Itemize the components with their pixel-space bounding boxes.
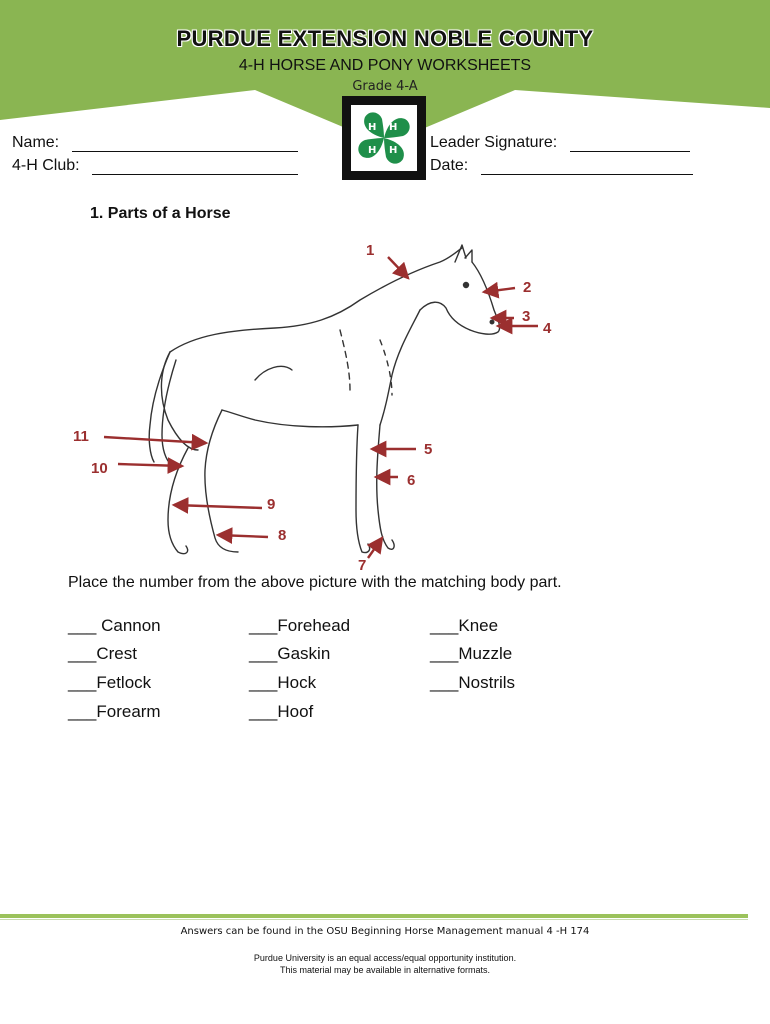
arrow-1 <box>388 257 408 278</box>
date-label: Date: <box>430 157 469 174</box>
option-hoof: ___Hoof <box>249 702 314 721</box>
clover-icon <box>351 105 417 171</box>
club-label: 4-H Club: <box>12 157 80 174</box>
section-heading: 1. Parts of a Horse <box>90 205 231 222</box>
diagram-label-2: 2 <box>523 279 532 296</box>
instructions: Place the number from the above picture with the matching body part. <box>68 574 562 591</box>
option-gaskin: ___Gaskin <box>249 644 331 663</box>
option-hock: ___Hock <box>249 673 317 692</box>
diagram-label-8: 8 <box>278 527 287 544</box>
diagram-label-4: 4 <box>543 320 552 337</box>
four-h-clover-logo <box>342 96 426 180</box>
option-muzzle: ___Muzzle <box>430 644 513 663</box>
diagram-label-10: 10 <box>91 460 108 477</box>
arrow-10 <box>118 464 182 466</box>
arrow-11 <box>104 437 206 443</box>
option-forehead: ___Forehead <box>249 616 351 635</box>
label-arrows <box>104 257 538 558</box>
svg-text:H: H <box>389 145 398 156</box>
diagram-label-11: 11 <box>73 428 89 445</box>
option-crest: ___Crest <box>68 644 137 663</box>
option-forearm: ___Forearm <box>68 702 161 721</box>
diagram-label-7: 7 <box>358 557 367 574</box>
alternative-formats-note: This material may be available in alternative formats. <box>279 965 491 975</box>
page-subtitle: 4-H HORSE AND PONY WORKSHEETS <box>238 57 532 74</box>
date-field <box>430 157 693 175</box>
arrow-8 <box>218 535 268 537</box>
leader-signature-label: Leader Signature: <box>430 134 558 151</box>
grade-label: Grade 4-A <box>352 79 418 94</box>
diagram-label-9: 9 <box>267 496 276 513</box>
svg-text:H: H <box>389 122 398 133</box>
diagram-label-6: 6 <box>407 472 416 489</box>
leader-signature-field <box>430 134 690 152</box>
equal-opportunity-note: Purdue University is an equal access/equal opportunity institution. <box>253 953 517 963</box>
leader-signature-input-line[interactable] <box>570 134 690 152</box>
footer-divider-shadow <box>0 919 748 920</box>
page-title: PURDUE EXTENSION NOBLE COUNTY <box>176 26 594 51</box>
horse-diagram <box>60 236 580 576</box>
name-input-line[interactable] <box>72 134 298 152</box>
club-input-line[interactable] <box>92 157 298 175</box>
diagram-label-3: 3 <box>522 308 531 325</box>
club-field <box>12 157 298 175</box>
arrow-2 <box>484 288 515 292</box>
footer-divider <box>0 914 748 918</box>
answers-note: Answers can be found in the OSU Beginning Horse Management manual 4 -H 174 <box>180 926 590 937</box>
arrow-9 <box>174 505 262 508</box>
option-cannon: ___ Cannon <box>68 616 161 635</box>
svg-text:H: H <box>368 122 377 133</box>
option-fetlock: ___Fetlock <box>68 673 152 692</box>
name-field <box>12 134 298 152</box>
option-nostrils: ___Nostrils <box>430 673 516 692</box>
diagram-label-5: 5 <box>424 441 433 458</box>
date-input-line[interactable] <box>481 157 693 175</box>
name-label: Name: <box>12 134 60 151</box>
option-knee: ___Knee <box>430 616 499 635</box>
svg-text:H: H <box>368 145 377 156</box>
horse-sketch <box>149 245 499 554</box>
diagram-label-1: 1 <box>366 242 375 259</box>
